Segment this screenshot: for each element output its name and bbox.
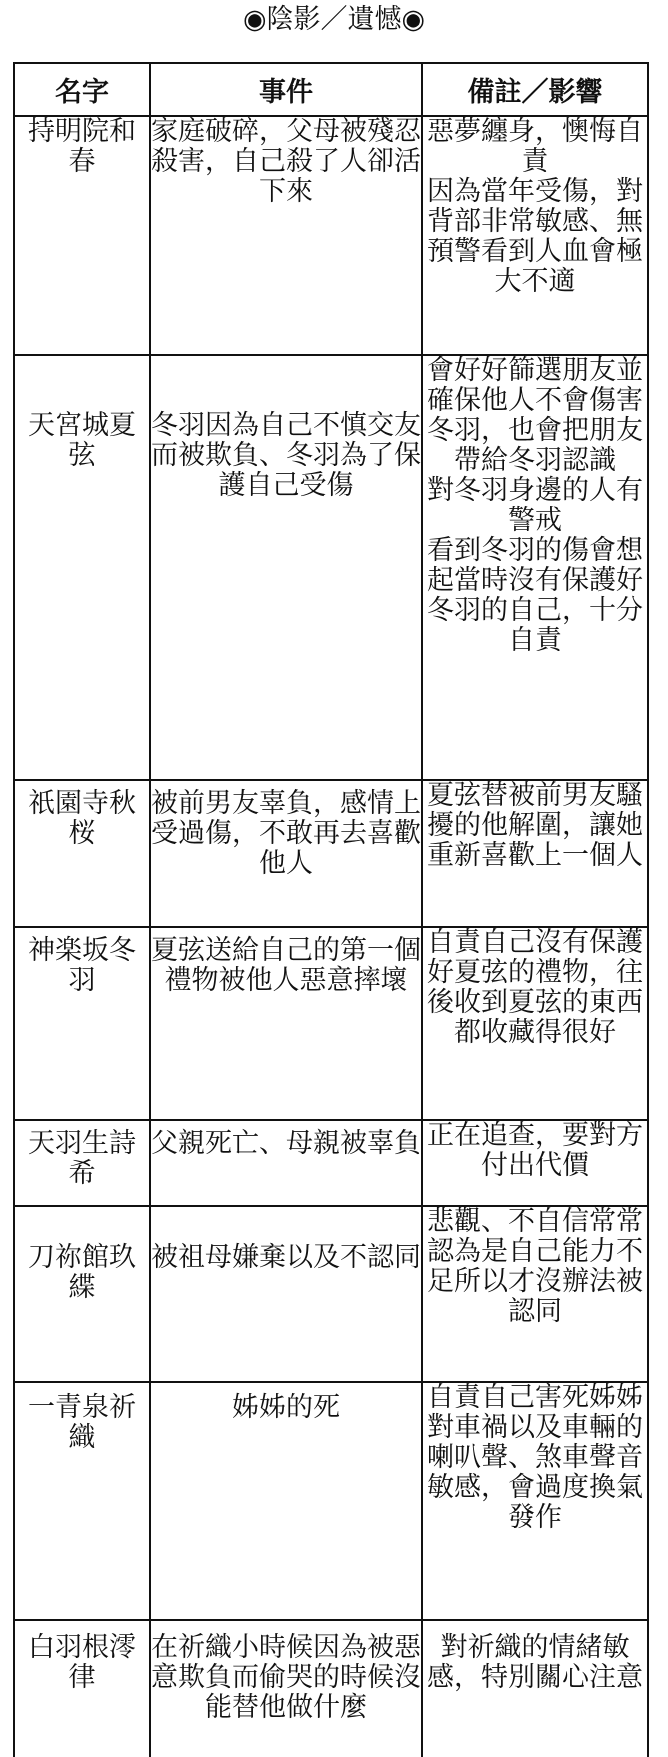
note-line: 對冬羽身邊的人有警戒 [427, 475, 643, 536]
note-line: 看到冬羽的傷會想起當時沒有保護好冬羽的自己，十分自責 [427, 535, 643, 656]
cell-event: 夏弦送給自己的第一個禮物被他人惡意摔壞 [150, 927, 422, 1120]
cell-event: 父親死亡、母親被辜負 [150, 1120, 422, 1206]
cell-name: 持明院和春 [14, 116, 150, 355]
note-line: 對祈織的情緒敏感，特別關心注意 [427, 1632, 643, 1693]
note-line: 自責自己沒有保護好夏弦的禮物，往後收到夏弦的東西都收藏得很好 [427, 927, 643, 1048]
note-line: 自責自己害死姊姊 [427, 1382, 643, 1413]
cell-name: 神楽坂冬羽 [14, 927, 150, 1120]
cell-name: 一青泉祈織 [14, 1382, 150, 1620]
cell-note [422, 1620, 648, 1757]
cell-event: 姊姊的死 [150, 1382, 422, 1620]
table-row [14, 1620, 648, 1757]
cell-note [422, 355, 648, 780]
cell-name: 白羽根澪律 [14, 1620, 150, 1757]
table-row [14, 116, 648, 355]
table-row [14, 1120, 648, 1206]
header-name: 名字 [14, 63, 150, 116]
note-line: 對車禍以及車輛的喇叭聲、煞車聲音敏感，會過度換氣發作 [427, 1412, 643, 1533]
cell-event: 家庭破碎，父母被殘忍殺害，自己殺了人卻活下來 [150, 116, 422, 355]
table-row [14, 1382, 648, 1620]
cell-note [422, 1120, 648, 1206]
note-line: 會好好篩選朋友並確保他人不會傷害冬羽，也會把朋友帶給冬羽認識 [427, 355, 643, 476]
cell-note [422, 780, 648, 927]
table-row [14, 780, 648, 927]
note-line: 正在追查，要對方付出代價 [427, 1120, 643, 1181]
cell-event: 冬羽因為自己不慎交友而被欺負、冬羽為了保護自己受傷 [150, 355, 422, 780]
cell-note [422, 1206, 648, 1382]
note-line: 因為當年受傷，對背部非常敏感、無預警看到人血會極大不適 [427, 176, 643, 297]
cell-name: 天宮城夏弦 [14, 355, 150, 780]
note-line: 悲觀、不自信常常認為是自己能力不足所以才沒辦法被認同 [427, 1206, 643, 1327]
table-row [14, 355, 648, 780]
table-row [14, 1206, 648, 1382]
cell-event: 被祖母嫌棄以及不認同 [150, 1206, 422, 1382]
cell-name: 天羽生詩希 [14, 1120, 150, 1206]
header-event: 事件 [150, 63, 422, 116]
cell-note [422, 927, 648, 1120]
cell-name: 刀祢館玖緤 [14, 1206, 150, 1382]
cell-note [422, 1382, 648, 1620]
cell-event: 在祈織小時候因為被惡意欺負而偷哭的時候沒能替他做什麼 [150, 1620, 422, 1757]
header-note: 備註／影響 [422, 63, 648, 116]
note-line: 惡夢纏身，懊悔自責 [427, 116, 643, 177]
note-line: 夏弦替被前男友騷擾的他解圍，讓她重新喜歡上一個人 [427, 780, 643, 871]
cell-note [422, 116, 648, 355]
table-row [14, 927, 648, 1120]
cell-name: 祇園寺秋桜 [14, 780, 150, 927]
table-header-row [14, 63, 648, 116]
page-title: ◉陰影／遺憾◉ [242, 4, 426, 35]
shadow-regret-table [13, 62, 649, 1757]
cell-event: 被前男友辜負，感情上受過傷，不敢再去喜歡他人 [150, 780, 422, 927]
